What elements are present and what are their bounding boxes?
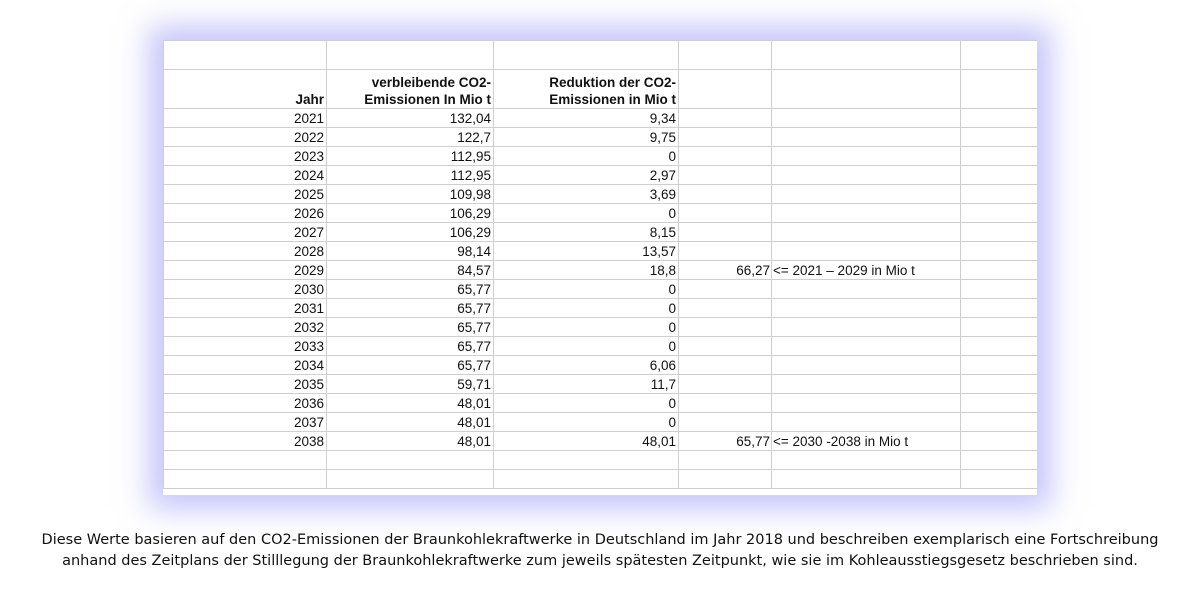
cell-emissionen[interactable]: 112,95 — [327, 166, 494, 185]
cell-note[interactable]: <= 2030 -2038 in Mio t — [772, 432, 961, 451]
grid-cell[interactable] — [961, 470, 1038, 489]
grid-cell[interactable] — [772, 41, 961, 70]
cell-emissionen[interactable]: 84,57 — [327, 261, 494, 280]
grid-cell[interactable] — [772, 470, 961, 489]
cell-emissionen[interactable]: 65,77 — [327, 280, 494, 299]
cell-jahr[interactable]: 2027 — [164, 223, 327, 242]
header-emissionen-line1: verbleibende CO2- — [371, 75, 491, 90]
table-row — [164, 318, 1038, 337]
cell-reduktion[interactable]: 9,34 — [494, 109, 679, 128]
table-row — [164, 280, 1038, 299]
grid-cell[interactable] — [164, 470, 327, 489]
cell-jahr[interactable]: 2038 — [164, 432, 327, 451]
grid-cell[interactable] — [494, 451, 679, 470]
cell-summe[interactable] — [679, 375, 772, 394]
cell-note[interactable] — [772, 356, 961, 375]
grid-cell[interactable] — [772, 451, 961, 470]
caption — [20, 530, 1180, 572]
cell-summe[interactable] — [679, 223, 772, 242]
cell-summe[interactable] — [679, 128, 772, 147]
header-reduktion[interactable] — [494, 70, 679, 109]
cell-emissionen[interactable]: 48,01 — [327, 394, 494, 413]
grid-cell[interactable] — [961, 413, 1038, 432]
grid-cell[interactable] — [679, 451, 772, 470]
header-emissionen[interactable] — [327, 70, 494, 109]
table-row — [164, 109, 1038, 128]
cell-reduktion[interactable]: 0 — [494, 204, 679, 223]
grid-cell[interactable] — [327, 41, 494, 70]
cell-summe[interactable] — [679, 242, 772, 261]
table-row — [164, 166, 1038, 185]
cell-emissionen[interactable]: 106,29 — [327, 204, 494, 223]
cell-reduktion[interactable]: 9,75 — [494, 128, 679, 147]
grid-row-blank — [164, 470, 1038, 489]
cell-emissionen[interactable]: 122,7 — [327, 128, 494, 147]
cell-reduktion[interactable]: 2,97 — [494, 166, 679, 185]
cell-summe[interactable] — [679, 318, 772, 337]
table-row — [164, 337, 1038, 356]
grid-cell[interactable] — [494, 41, 679, 70]
cell-summe[interactable] — [679, 109, 772, 128]
cell-emissionen[interactable]: 48,01 — [327, 432, 494, 451]
cell-emissionen[interactable]: 65,77 — [327, 356, 494, 375]
grid-cell[interactable] — [961, 242, 1038, 261]
grid-cell[interactable] — [679, 41, 772, 70]
cell-note[interactable] — [772, 280, 961, 299]
cell-jahr[interactable]: 2032 — [164, 318, 327, 337]
grid-cell[interactable] — [961, 41, 1038, 70]
cell-reduktion[interactable]: 0 — [494, 394, 679, 413]
cell-reduktion[interactable]: 0 — [494, 318, 679, 337]
cell-emissionen[interactable]: 65,77 — [327, 318, 494, 337]
grid-cell[interactable] — [961, 299, 1038, 318]
header-jahr-label: Jahr — [295, 92, 324, 107]
grid-cell[interactable] — [164, 451, 327, 470]
cell-summe[interactable] — [679, 299, 772, 318]
grid-cell[interactable] — [494, 470, 679, 489]
cell-note[interactable] — [772, 109, 961, 128]
cell-summe[interactable] — [679, 166, 772, 185]
cell-reduktion[interactable]: 0 — [494, 299, 679, 318]
table-row — [164, 375, 1038, 394]
cell-jahr[interactable]: 2021 — [164, 109, 327, 128]
grid-cell[interactable] — [961, 280, 1038, 299]
table-row — [164, 128, 1038, 147]
cell-note[interactable] — [772, 299, 961, 318]
table-row — [164, 223, 1038, 242]
grid-cell[interactable] — [961, 432, 1038, 451]
cell-jahr[interactable]: 2035 — [164, 375, 327, 394]
header-emissionen-line2: Emissionen In Mio t — [364, 92, 491, 107]
cell-jahr[interactable]: 2023 — [164, 147, 327, 166]
cell-jahr[interactable]: 2033 — [164, 337, 327, 356]
cell-jahr[interactable]: 2036 — [164, 394, 327, 413]
grid-cell[interactable] — [961, 223, 1038, 242]
cell-note[interactable] — [772, 128, 961, 147]
cell-reduktion[interactable]: 48,01 — [494, 432, 679, 451]
grid-cell[interactable] — [679, 70, 772, 109]
cell-emissionen[interactable]: 65,77 — [327, 299, 494, 318]
cell-note[interactable] — [772, 223, 961, 242]
grid-row-blank — [164, 451, 1038, 470]
cell-jahr[interactable]: 2030 — [164, 280, 327, 299]
cell-summe[interactable] — [679, 280, 772, 299]
header-row — [164, 70, 1038, 109]
cell-note[interactable] — [772, 185, 961, 204]
cell-note[interactable] — [772, 204, 961, 223]
table-row — [164, 356, 1038, 375]
grid-cell[interactable] — [164, 41, 327, 70]
cell-summe[interactable]: 66,27 — [679, 261, 772, 280]
grid-cell[interactable] — [961, 166, 1038, 185]
table-row — [164, 204, 1038, 223]
table-row — [164, 413, 1038, 432]
header-jahr[interactable] — [164, 70, 327, 109]
cell-note[interactable] — [772, 337, 961, 356]
cell-emissionen[interactable]: 109,98 — [327, 185, 494, 204]
cell-jahr[interactable]: 2028 — [164, 242, 327, 261]
cell-note[interactable] — [772, 166, 961, 185]
cell-reduktion[interactable]: 0 — [494, 147, 679, 166]
cell-emissionen[interactable]: 106,29 — [327, 223, 494, 242]
cell-reduktion[interactable]: 8,15 — [494, 223, 679, 242]
cell-reduktion[interactable]: 13,57 — [494, 242, 679, 261]
table-row — [164, 432, 1038, 451]
grid-cell[interactable] — [679, 470, 772, 489]
grid-cell[interactable] — [961, 70, 1038, 109]
spreadsheet-panel — [163, 40, 1037, 495]
cell-note[interactable] — [772, 394, 961, 413]
cell-jahr[interactable]: 2029 — [164, 261, 327, 280]
spreadsheet-grid — [163, 40, 1037, 489]
cell-emissionen[interactable]: 65,77 — [327, 337, 494, 356]
cell-reduktion[interactable]: 18,8 — [494, 261, 679, 280]
cell-note[interactable] — [772, 318, 961, 337]
cell-reduktion[interactable]: 6,06 — [494, 356, 679, 375]
cell-summe[interactable] — [679, 356, 772, 375]
cell-reduktion[interactable]: 3,69 — [494, 185, 679, 204]
cell-summe[interactable] — [679, 337, 772, 356]
cell-jahr[interactable]: 2031 — [164, 299, 327, 318]
cell-note[interactable] — [772, 242, 961, 261]
grid-cell[interactable] — [327, 470, 494, 489]
cell-emissionen[interactable]: 112,95 — [327, 147, 494, 166]
header-reduktion-line1: Reduktion der CO2- — [549, 75, 676, 90]
grid-cell[interactable] — [961, 375, 1038, 394]
table-row — [164, 299, 1038, 318]
grid-cell[interactable] — [961, 318, 1038, 337]
grid-cell[interactable] — [961, 147, 1038, 166]
grid-cell[interactable] — [327, 451, 494, 470]
cell-note[interactable]: <= 2021 – 2029 in Mio t — [772, 261, 961, 280]
cell-summe[interactable] — [679, 147, 772, 166]
cell-note[interactable] — [772, 375, 961, 394]
cell-summe[interactable]: 65,77 — [679, 432, 772, 451]
cell-reduktion[interactable]: 0 — [494, 280, 679, 299]
cell-note[interactable] — [772, 413, 961, 432]
cell-emissionen[interactable]: 48,01 — [327, 413, 494, 432]
grid-cell[interactable] — [961, 261, 1038, 280]
cell-jahr[interactable]: 2024 — [164, 166, 327, 185]
grid-body — [164, 41, 1038, 489]
table-row — [164, 242, 1038, 261]
cell-summe[interactable] — [679, 394, 772, 413]
grid-cell[interactable] — [961, 356, 1038, 375]
cell-jahr[interactable]: 2026 — [164, 204, 327, 223]
cell-emissionen[interactable]: 98,14 — [327, 242, 494, 261]
cell-reduktion[interactable]: 11,7 — [494, 375, 679, 394]
cell-summe[interactable] — [679, 413, 772, 432]
grid-cell[interactable] — [961, 337, 1038, 356]
cell-emissionen[interactable]: 59,71 — [327, 375, 494, 394]
cell-jahr[interactable]: 2022 — [164, 128, 327, 147]
grid-cell[interactable] — [961, 451, 1038, 470]
grid-cell[interactable] — [961, 109, 1038, 128]
header-reduktion-line2: Emissionen in Mio t — [549, 92, 676, 107]
table-row — [164, 147, 1038, 166]
cell-summe[interactable] — [679, 185, 772, 204]
cell-reduktion[interactable]: 0 — [494, 337, 679, 356]
grid-cell[interactable] — [772, 70, 961, 109]
table-row — [164, 394, 1038, 413]
cell-note[interactable] — [772, 147, 961, 166]
cell-reduktion[interactable]: 0 — [494, 413, 679, 432]
grid-cell[interactable] — [961, 185, 1038, 204]
caption-line-1: Diese Werte basieren auf den CO2-Emissionen der Braunkohlekraftwerke in Deutschland im Jahr 2018 und beschreiben exemplarisch eine Fortschreibung — [41, 532, 1159, 548]
cell-jahr[interactable]: 2025 — [164, 185, 327, 204]
cell-emissionen[interactable]: 132,04 — [327, 109, 494, 128]
table-row — [164, 261, 1038, 280]
grid-cell[interactable] — [961, 394, 1038, 413]
caption-line-2: anhand des Zeitplans der Stilllegung der Braunkohlekraftwerke zum jeweils spätesten Zeitpunkt, wie sie im Kohleausstiegsgesetz beschrieben sind. — [62, 553, 1138, 569]
table-row — [164, 185, 1038, 204]
cell-summe[interactable] — [679, 204, 772, 223]
grid-cell[interactable] — [961, 204, 1038, 223]
grid-cell[interactable] — [961, 128, 1038, 147]
cell-jahr[interactable]: 2037 — [164, 413, 327, 432]
grid-row-blank — [164, 41, 1038, 70]
cell-jahr[interactable]: 2034 — [164, 356, 327, 375]
